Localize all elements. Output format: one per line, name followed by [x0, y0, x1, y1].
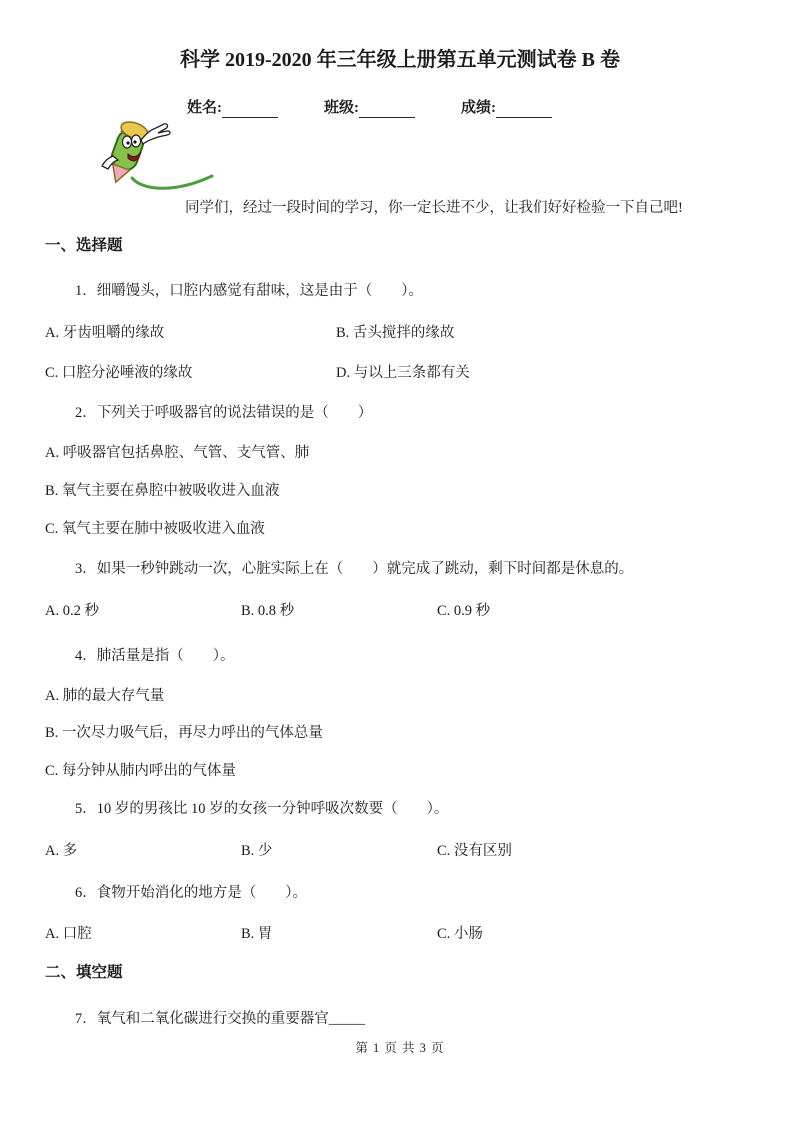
question-7-text: 7．氧气和二氧化碳进行交换的重要器官_____	[75, 1011, 365, 1027]
question-5-options	[45, 840, 800, 862]
question-2-text: 2．下列关于呼吸器官的说法错误的是（ ）	[75, 405, 373, 421]
question-1-options	[45, 322, 800, 384]
class-blank	[359, 102, 415, 118]
question-1-option-c: C. 口腔分泌唾液的缘故	[45, 365, 193, 381]
page-number-footer: 第 1 页 共 3 页	[355, 1041, 445, 1055]
question-5-text: 5．10 岁的男孩比 10 岁的女孩一分钟呼吸次数要（ ）。	[75, 801, 449, 817]
question-3-options	[45, 600, 800, 622]
question-5-option-a: A. 多	[45, 843, 78, 859]
score-field	[461, 98, 552, 118]
question-1-option-b: B. 舌头搅拌的缘故	[336, 325, 455, 341]
name-label: 姓名:	[187, 100, 222, 116]
question-4-option-a: A. 肺的最大存气量	[45, 688, 165, 704]
question-6-options	[45, 923, 800, 945]
question-4-option-c: C. 每分钟从肺内呼出的气体量	[45, 763, 236, 779]
question-4-option-b: B. 一次尽力吸气后，再尽力呼出的气体总量	[45, 725, 323, 741]
class-field	[324, 98, 415, 118]
question-4-text: 4．肺活量是指（ ）。	[75, 648, 235, 664]
question-3-option-c: C. 0.9 秒	[437, 603, 491, 619]
question-5-option-b: B. 少	[241, 843, 273, 859]
question-2-option-c: C. 氧气主要在肺中被吸收进入血液	[45, 521, 265, 537]
question-1-option-d: D. 与以上三条都有关	[336, 365, 470, 381]
section-2-heading: 二、填空题	[45, 964, 123, 981]
student-info-row	[187, 98, 800, 118]
question-2-option-b: B. 氧气主要在鼻腔中被吸收进入血液	[45, 483, 280, 499]
question-3-option-b: B. 0.8 秒	[241, 603, 295, 619]
question-6-option-a: A. 口腔	[45, 926, 92, 942]
question-6-option-b: B. 胃	[241, 926, 273, 942]
pencil-mascot-image	[86, 114, 231, 196]
score-label: 成绩:	[461, 100, 496, 116]
intro-text: 同学们，经过一段时间的学习，你一定长进不少，让我们好好检验一下自己吧!	[185, 200, 683, 216]
question-1-option-a: A. 牙齿咀嚼的缘故	[45, 325, 165, 341]
question-1-text: 1．细嚼馒头，口腔内感觉有甜味，这是由于（ ）。	[75, 283, 423, 299]
question-5-option-c: C. 没有区别	[437, 843, 512, 859]
question-3-option-a: A. 0.2 秒	[45, 603, 99, 619]
question-6-text: 6．食物开始消化的地方是（ ）。	[75, 885, 307, 901]
question-2-option-a: A. 呼吸器官包括鼻腔、气管、支气管、肺	[45, 445, 310, 461]
page-title: 科学 2019-2020 年三年级上册第五单元测试卷 B 卷	[180, 49, 620, 71]
question-6-option-c: C. 小肠	[437, 926, 483, 942]
score-blank	[496, 102, 552, 118]
question-3-text: 3．如果一秒钟跳动一次，心脏实际上在（ ）就完成了跳动，剩下时间都是休息的。	[75, 561, 634, 577]
section-1-heading: 一、选择题	[45, 237, 123, 254]
class-label: 班级:	[324, 100, 359, 116]
